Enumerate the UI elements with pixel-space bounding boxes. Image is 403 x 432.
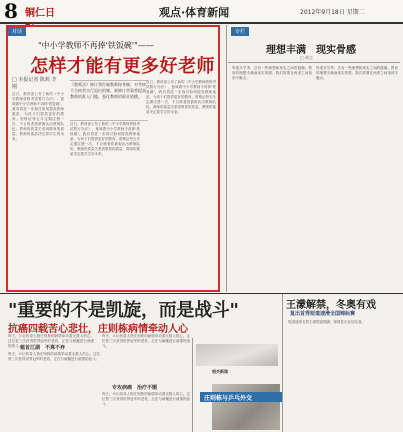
opinion-title: 理想丰满 现实骨感 xyxy=(266,45,356,56)
issue-date: 2012年9月18日 星期二 xyxy=(300,9,365,16)
side-news-subtitle: 复出首秀短道速滑全国锦标赛 xyxy=(290,311,356,317)
side-news-body: 短道速滑名将王濛禁赛期满，即将复出参加比赛。 xyxy=(288,320,365,324)
opinion-author: □ 晓言 xyxy=(300,55,314,60)
sports-body-col3: 昨天，乒坛传奇人物庄则栋的病情牵动着无数人的心。这位曾三次获得世界冠军的老将，正在与病魔进行顽强的战斗。 xyxy=(102,392,190,406)
main-article-tag: 对话 xyxy=(8,27,26,36)
section-title: 观点·体育新闻 xyxy=(159,6,230,19)
main-article-callout: 《教师法》修订将打破教师终身制，对考核不合格者实行退出机制。新修订草案将提高教师的准入门槛，强化教师的职业道德。 xyxy=(70,80,148,121)
main-article-body-col3: 近日，教育部公布了新的《中小学教师资格考试暂行办法》，意味着中小学教师不再捧'铁饭碗'。我们将进一步探讨如何提高教师素质，为孩子们提供更好的教育。资格证每五年定期注册一次，不合格者将被淘汰出教师队伍。教师的质量关系到教育的质量，教师的素质决定着学生的未来。 xyxy=(146,80,216,114)
sports-subhead-1: 魁首江湖 不离不弃 xyxy=(20,345,66,351)
opinion-rule xyxy=(228,62,400,63)
side-news-title: 王濛解禁，冬奥有戏 xyxy=(286,300,376,311)
column-divider-3 xyxy=(282,294,283,432)
newspaper-logo: 铜仁日 xyxy=(25,8,55,19)
sports-body-col1: 昨天，乒坛传奇人物庄则栋的病情牵动着无数人的心。这位曾三次获得世界冠军的老将，正在与病魔进行顽强的战斗。 xyxy=(8,352,100,361)
main-article-body-col1: 近日，教育部公布了新的《中小学教师资格考试暂行办法》，意味着中小学教师不再捧'铁饭碗'。我们将进一步探讨如何提高教师素质，为孩子们提供更好的教育。资格证每五年定期注册一次，不合格者将被淘汰出教师队伍。教师的质量关系到教育的质量，教师的素质决定着学生的未来。 xyxy=(12,92,64,141)
sports-photo xyxy=(212,384,280,430)
sports-body-col2: 昨天，乒坛传奇人物庄则栋的病情牵动着无数人的心。这位曾三次获得世界冠军的老将，正在与病魔进行顽强的战斗。 xyxy=(102,334,190,348)
related-news-title: 庄则栋与乒乓外交 xyxy=(204,395,253,402)
main-article-headline: 怎样才能有更多好老师 xyxy=(30,56,215,77)
main-article-kicker: "中小学教师不再捧'铁饭碗'"—— xyxy=(38,41,154,50)
sports-subheadline: 抗癌四载苦心悲壮，庄则栋病情牵动人心 xyxy=(8,324,188,335)
page-number: 8 xyxy=(4,0,18,23)
column-divider-2 xyxy=(192,338,193,432)
opinion-body-col2: 每逢开学季，总有一些理想和现实之间的碰撞。教育的理想丰满而现实骨感，我们需要在两者之间找到平衡点。 xyxy=(316,66,398,80)
sports-body-lead: 昨天，乒坛传奇人物庄则栋的病情牵动着无数人的心。这位曾三次获得世界冠军的老将，正在与病魔进行顽强的战斗。 xyxy=(8,334,94,348)
main-article-body-col2: 近日，教育部公布了新的《中小学教师资格考试暂行办法》，意味着中小学教师不再捧'铁饭碗'。我们将进一步探讨如何提高教师素质，为孩子们提供更好的教育。资格证每五年定期注册一次，不合格者将被淘汰出教师队伍。教师的质量关系到教育的质量，教师的素质决定着学生的未来。 xyxy=(70,122,140,156)
opinion-tag: 专栏 xyxy=(231,27,249,36)
sports-photo-top xyxy=(196,344,278,366)
sports-headline: "重要的不是凯旋，而是战斗" xyxy=(8,300,239,321)
sports-subhead-2: 专攻病痛 治疗不辍 xyxy=(112,385,158,391)
related-news-label: 相关新闻 xyxy=(212,369,228,374)
column-divider xyxy=(226,25,227,292)
main-article-byline: □ 本报记者 陈莉 李 刚 xyxy=(12,77,57,90)
opinion-body-col1: 每逢开学季，总有一些理想和现实之间的碰撞。教育的理想丰满而现实骨感，我们需要在两者之间找到平衡点。 xyxy=(232,66,312,80)
section-divider xyxy=(0,293,403,294)
